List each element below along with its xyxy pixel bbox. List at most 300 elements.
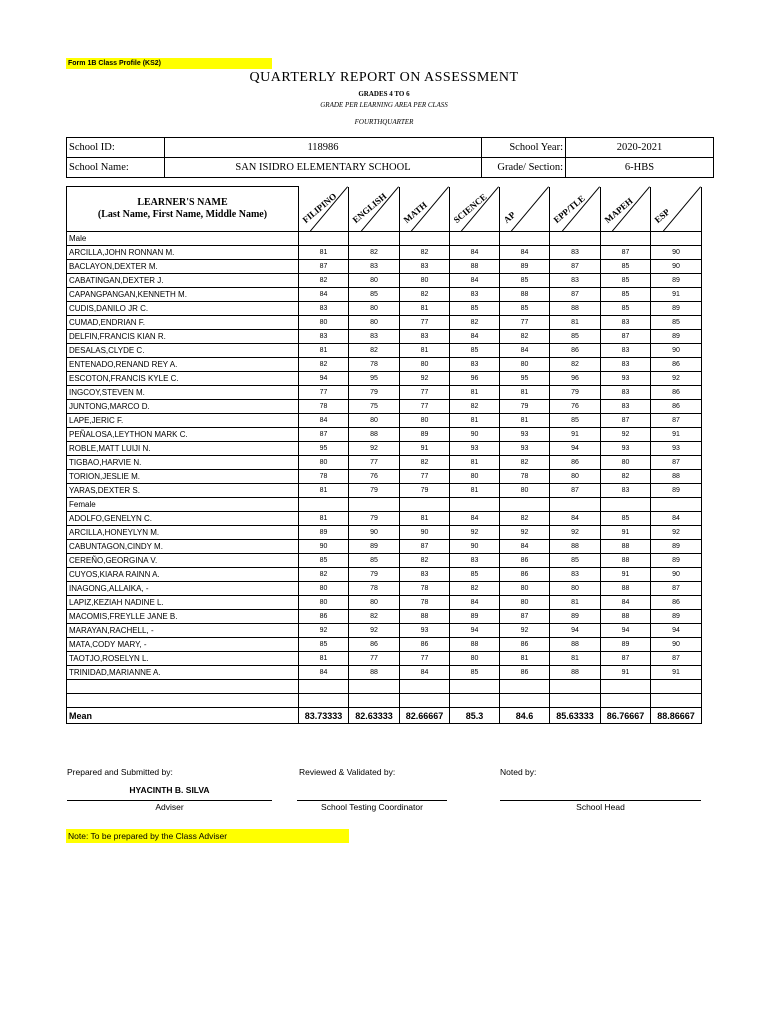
score-cell: 85 bbox=[450, 666, 500, 680]
empty-cell bbox=[400, 694, 450, 708]
empty-cell bbox=[299, 498, 349, 512]
score-cell: 83 bbox=[601, 358, 651, 372]
adviser-line bbox=[67, 800, 272, 801]
table-row bbox=[67, 400, 702, 414]
table-row bbox=[67, 624, 702, 638]
empty-cell bbox=[400, 498, 450, 512]
subject-label: FILIPINO bbox=[300, 190, 339, 225]
score-cell: 94 bbox=[550, 442, 601, 456]
score-cell: 81 bbox=[500, 414, 550, 428]
score-cell: 80 bbox=[400, 274, 450, 288]
score-cell: 77 bbox=[400, 316, 450, 330]
subject-header bbox=[349, 187, 400, 232]
score-cell: 85 bbox=[349, 554, 400, 568]
learner-name: MACOMIS,FREYLLE JANE B. bbox=[67, 610, 299, 624]
learner-name: JUNTONG,MARCO D. bbox=[67, 400, 299, 414]
learner-name: TRINIDAD,MARIANNE A. bbox=[67, 666, 299, 680]
score-cell: 83 bbox=[550, 274, 601, 288]
score-cell: 96 bbox=[550, 372, 601, 386]
score-cell: 85 bbox=[651, 316, 702, 330]
learner-name: MARAYAN,RACHELL, - bbox=[67, 624, 299, 638]
score-cell: 90 bbox=[349, 526, 400, 540]
score-cell: 78 bbox=[500, 470, 550, 484]
score-cell: 82 bbox=[500, 330, 550, 344]
score-cell: 81 bbox=[299, 512, 349, 526]
score-cell: 94 bbox=[601, 624, 651, 638]
empty-cell bbox=[349, 680, 400, 694]
score-cell: 80 bbox=[450, 652, 500, 666]
score-cell: 82 bbox=[601, 470, 651, 484]
mean-cell: 86.76667 bbox=[601, 708, 651, 724]
empty-cell bbox=[651, 232, 702, 246]
score-cell: 76 bbox=[349, 470, 400, 484]
score-cell: 86 bbox=[500, 638, 550, 652]
score-cell: 84 bbox=[450, 512, 500, 526]
empty-cell bbox=[299, 680, 349, 694]
score-cell: 87 bbox=[651, 652, 702, 666]
score-cell: 93 bbox=[450, 442, 500, 456]
learner-name: ENTENADO,RENAND REY A. bbox=[67, 358, 299, 372]
header-divider bbox=[663, 186, 701, 231]
score-cell: 83 bbox=[299, 302, 349, 316]
score-cell: 89 bbox=[651, 554, 702, 568]
blank-row bbox=[67, 680, 702, 694]
score-cell: 87 bbox=[550, 288, 601, 302]
subject-header bbox=[651, 187, 702, 232]
score-cell: 86 bbox=[651, 386, 702, 400]
score-cell: 86 bbox=[299, 610, 349, 624]
empty-cell bbox=[400, 232, 450, 246]
score-cell: 77 bbox=[400, 652, 450, 666]
empty-cell bbox=[601, 680, 651, 694]
learner-name: MATA,CODY MARY, - bbox=[67, 638, 299, 652]
empty-cell bbox=[299, 694, 349, 708]
score-cell: 77 bbox=[400, 400, 450, 414]
subject-label: ENGLISH bbox=[350, 190, 389, 225]
score-cell: 85 bbox=[601, 512, 651, 526]
score-cell: 82 bbox=[400, 554, 450, 568]
score-cell: 88 bbox=[550, 302, 601, 316]
score-cell: 94 bbox=[299, 372, 349, 386]
score-cell: 94 bbox=[651, 624, 702, 638]
score-cell: 85 bbox=[450, 344, 500, 358]
score-cell: 92 bbox=[500, 526, 550, 540]
score-cell: 89 bbox=[299, 526, 349, 540]
score-cell: 92 bbox=[450, 526, 500, 540]
score-cell: 86 bbox=[500, 554, 550, 568]
score-cell: 81 bbox=[450, 386, 500, 400]
score-cell: 87 bbox=[601, 330, 651, 344]
score-cell: 88 bbox=[500, 288, 550, 302]
score-cell: 90 bbox=[651, 246, 702, 260]
mean-cell: 82.66667 bbox=[400, 708, 450, 724]
score-cell: 82 bbox=[400, 456, 450, 470]
score-cell: 85 bbox=[550, 554, 601, 568]
table-row bbox=[67, 442, 702, 456]
learner-name: ADOLFO,GENELYN C. bbox=[67, 512, 299, 526]
score-cell: 91 bbox=[601, 568, 651, 582]
empty-cell bbox=[67, 680, 299, 694]
table-row bbox=[67, 610, 702, 624]
score-cell: 85 bbox=[550, 330, 601, 344]
score-cell: 83 bbox=[299, 330, 349, 344]
header-divider bbox=[511, 186, 549, 231]
score-cell: 86 bbox=[349, 638, 400, 652]
score-cell: 89 bbox=[651, 540, 702, 554]
school-id-label: School ID: bbox=[67, 138, 165, 158]
score-cell: 87 bbox=[601, 652, 651, 666]
grade-section-label: Grade/ Section: bbox=[482, 158, 566, 178]
score-cell: 90 bbox=[651, 260, 702, 274]
score-cell: 88 bbox=[450, 260, 500, 274]
score-cell: 81 bbox=[400, 512, 450, 526]
learner-name: LAPIZ,KEZIAH NADINE L. bbox=[67, 596, 299, 610]
score-cell: 80 bbox=[349, 414, 400, 428]
table-row bbox=[67, 372, 702, 386]
score-cell: 87 bbox=[500, 610, 550, 624]
score-cell: 89 bbox=[400, 428, 450, 442]
score-cell: 79 bbox=[349, 386, 400, 400]
score-cell: 85 bbox=[601, 274, 651, 288]
empty-cell bbox=[601, 694, 651, 708]
score-cell: 83 bbox=[601, 386, 651, 400]
score-cell: 83 bbox=[601, 316, 651, 330]
score-cell: 81 bbox=[550, 652, 601, 666]
table-row bbox=[67, 288, 702, 302]
school-name-value: SAN ISIDRO ELEMENTARY SCHOOL bbox=[165, 158, 482, 178]
score-cell: 93 bbox=[500, 442, 550, 456]
mean-row bbox=[67, 708, 702, 724]
learner-name: ROBLE,MATT LUIJI N. bbox=[67, 442, 299, 456]
subject-header bbox=[299, 187, 349, 232]
table-row bbox=[67, 638, 702, 652]
score-cell: 84 bbox=[450, 596, 500, 610]
score-cell: 86 bbox=[500, 666, 550, 680]
subject-label: AP bbox=[501, 209, 518, 225]
score-cell: 84 bbox=[500, 344, 550, 358]
score-cell: 79 bbox=[400, 484, 450, 498]
blank-row bbox=[67, 694, 702, 708]
score-cell: 87 bbox=[299, 260, 349, 274]
score-cell: 87 bbox=[651, 582, 702, 596]
score-cell: 90 bbox=[450, 540, 500, 554]
score-cell: 88 bbox=[601, 610, 651, 624]
score-cell: 80 bbox=[349, 316, 400, 330]
mean-cell: 82.63333 bbox=[349, 708, 400, 724]
learner-name: CUDIS,DANILO JR C. bbox=[67, 302, 299, 316]
score-cell: 80 bbox=[500, 582, 550, 596]
score-cell: 83 bbox=[400, 568, 450, 582]
score-cell: 80 bbox=[500, 358, 550, 372]
table-row bbox=[67, 302, 702, 316]
school-id-value: 118986 bbox=[165, 138, 482, 158]
score-cell: 81 bbox=[550, 596, 601, 610]
header-row bbox=[67, 187, 702, 232]
score-cell: 81 bbox=[500, 386, 550, 400]
score-cell: 92 bbox=[349, 442, 400, 456]
score-cell: 88 bbox=[550, 666, 601, 680]
score-cell: 82 bbox=[450, 316, 500, 330]
score-cell: 77 bbox=[299, 386, 349, 400]
score-cell: 90 bbox=[450, 428, 500, 442]
score-cell: 78 bbox=[400, 596, 450, 610]
score-cell: 84 bbox=[500, 246, 550, 260]
score-cell: 88 bbox=[651, 470, 702, 484]
score-cell: 80 bbox=[500, 596, 550, 610]
learner-name: CABUNTAGON,CINDY M. bbox=[67, 540, 299, 554]
score-cell: 83 bbox=[400, 330, 450, 344]
score-cell: 92 bbox=[651, 372, 702, 386]
score-cell: 91 bbox=[651, 666, 702, 680]
score-cell: 85 bbox=[450, 568, 500, 582]
score-cell: 95 bbox=[299, 442, 349, 456]
table-row bbox=[67, 484, 702, 498]
empty-cell bbox=[550, 498, 601, 512]
score-cell: 84 bbox=[400, 666, 450, 680]
subject-header bbox=[500, 187, 550, 232]
score-cell: 78 bbox=[299, 400, 349, 414]
score-cell: 87 bbox=[550, 260, 601, 274]
empty-cell bbox=[450, 232, 500, 246]
learner-name: ESCOTON,FRANCIS KYLE C. bbox=[67, 372, 299, 386]
score-cell: 94 bbox=[450, 624, 500, 638]
subject-label: EPP/TLE bbox=[551, 193, 587, 225]
table-row bbox=[67, 246, 702, 260]
score-cell: 90 bbox=[651, 344, 702, 358]
table-row bbox=[67, 316, 702, 330]
score-cell: 82 bbox=[299, 274, 349, 288]
subject-header bbox=[601, 187, 651, 232]
score-cell: 92 bbox=[349, 624, 400, 638]
score-cell: 80 bbox=[400, 414, 450, 428]
adviser-note: Note: To be prepared by the Class Adviser bbox=[66, 829, 349, 843]
score-cell: 89 bbox=[550, 610, 601, 624]
coordinator-role: School Testing Coordinator bbox=[321, 802, 423, 812]
score-cell: 82 bbox=[500, 456, 550, 470]
score-cell: 80 bbox=[601, 456, 651, 470]
score-cell: 86 bbox=[651, 400, 702, 414]
score-cell: 88 bbox=[601, 540, 651, 554]
empty-cell bbox=[349, 498, 400, 512]
learner-name-header bbox=[67, 187, 299, 232]
score-cell: 83 bbox=[601, 400, 651, 414]
score-cell: 81 bbox=[500, 652, 550, 666]
score-cell: 80 bbox=[550, 582, 601, 596]
score-cell: 81 bbox=[299, 652, 349, 666]
quarter-subtitle: FOURTHQUARTER bbox=[354, 118, 414, 126]
empty-cell bbox=[651, 694, 702, 708]
score-cell: 96 bbox=[450, 372, 500, 386]
table-row bbox=[67, 568, 702, 582]
score-cell: 82 bbox=[349, 246, 400, 260]
score-cell: 80 bbox=[349, 596, 400, 610]
score-cell: 83 bbox=[550, 246, 601, 260]
score-cell: 88 bbox=[349, 428, 400, 442]
empty-cell bbox=[500, 498, 550, 512]
score-cell: 83 bbox=[601, 344, 651, 358]
score-cell: 89 bbox=[349, 540, 400, 554]
score-cell: 80 bbox=[400, 358, 450, 372]
score-cell: 84 bbox=[299, 666, 349, 680]
score-cell: 93 bbox=[500, 428, 550, 442]
score-cell: 85 bbox=[601, 302, 651, 316]
learner-name: INGCOY,STEVEN M. bbox=[67, 386, 299, 400]
score-cell: 86 bbox=[400, 638, 450, 652]
score-cell: 83 bbox=[450, 554, 500, 568]
learner-name: LAPE,JERIC F. bbox=[67, 414, 299, 428]
score-cell: 81 bbox=[450, 414, 500, 428]
score-cell: 86 bbox=[500, 568, 550, 582]
grades-subtitle: GRADES 4 TO 6 bbox=[358, 90, 410, 98]
score-cell: 88 bbox=[550, 540, 601, 554]
score-cell: 93 bbox=[400, 624, 450, 638]
learner-name-header-format: (Last Name, First Name, Middle Name) bbox=[97, 209, 268, 220]
mean-cell: 85.3 bbox=[450, 708, 500, 724]
score-cell: 80 bbox=[299, 456, 349, 470]
score-cell: 86 bbox=[550, 456, 601, 470]
score-cell: 83 bbox=[349, 330, 400, 344]
learner-name: CEREÑO,GEORGINA V. bbox=[67, 554, 299, 568]
learner-name: DESALAS,CLYDE C. bbox=[67, 344, 299, 358]
learner-name: TIGBAO,HARVIE N. bbox=[67, 456, 299, 470]
table-row bbox=[67, 582, 702, 596]
empty-cell bbox=[550, 232, 601, 246]
table-row bbox=[67, 526, 702, 540]
score-cell: 87 bbox=[550, 484, 601, 498]
score-cell: 77 bbox=[400, 470, 450, 484]
school-year-value: 2020-2021 bbox=[566, 138, 714, 158]
score-cell: 81 bbox=[299, 484, 349, 498]
section-row bbox=[67, 232, 702, 246]
learner-name: TORION,JESLIE M. bbox=[67, 470, 299, 484]
score-cell: 76 bbox=[550, 400, 601, 414]
mean-label: Mean bbox=[67, 708, 299, 724]
score-cell: 78 bbox=[349, 582, 400, 596]
score-cell: 82 bbox=[550, 358, 601, 372]
subject-header bbox=[400, 187, 450, 232]
table-row bbox=[67, 456, 702, 470]
score-cell: 81 bbox=[550, 316, 601, 330]
score-cell: 92 bbox=[299, 624, 349, 638]
score-cell: 77 bbox=[349, 652, 400, 666]
score-cell: 92 bbox=[550, 526, 601, 540]
table-row bbox=[67, 512, 702, 526]
score-cell: 94 bbox=[550, 624, 601, 638]
learner-name: PEÑALOSA,LEYTHON MARK C. bbox=[67, 428, 299, 442]
empty-cell bbox=[299, 232, 349, 246]
learner-name: ARCILLA,JOHN RONNAN M. bbox=[67, 246, 299, 260]
score-cell: 89 bbox=[450, 610, 500, 624]
score-cell: 84 bbox=[550, 512, 601, 526]
score-cell: 95 bbox=[349, 372, 400, 386]
school-name-label: School Name: bbox=[67, 158, 165, 178]
mean-cell: 83.73333 bbox=[299, 708, 349, 724]
score-cell: 90 bbox=[299, 540, 349, 554]
score-cell: 87 bbox=[400, 540, 450, 554]
subject-label: MAPEH bbox=[602, 195, 635, 225]
score-cell: 84 bbox=[601, 596, 651, 610]
empty-cell bbox=[651, 498, 702, 512]
empty-cell bbox=[400, 680, 450, 694]
score-cell: 83 bbox=[349, 260, 400, 274]
score-cell: 89 bbox=[651, 484, 702, 498]
score-cell: 91 bbox=[651, 288, 702, 302]
score-cell: 92 bbox=[500, 624, 550, 638]
score-cell: 77 bbox=[349, 456, 400, 470]
empty-cell bbox=[349, 232, 400, 246]
score-cell: 84 bbox=[500, 540, 550, 554]
score-cell: 81 bbox=[299, 344, 349, 358]
score-cell: 92 bbox=[651, 526, 702, 540]
reviewed-label: Reviewed & Validated by: bbox=[299, 767, 396, 777]
score-cell: 80 bbox=[550, 470, 601, 484]
score-cell: 88 bbox=[550, 638, 601, 652]
score-cell: 77 bbox=[400, 386, 450, 400]
section-label: Male bbox=[67, 232, 299, 246]
grade-per-subtitle: GRADE PER LEARNING AREA PER CLASS bbox=[320, 101, 448, 109]
score-cell: 84 bbox=[299, 414, 349, 428]
adviser-role: Adviser bbox=[155, 802, 184, 812]
form-tag: Form 1B Class Profile (KS2) bbox=[66, 58, 272, 69]
score-cell: 78 bbox=[299, 470, 349, 484]
score-cell: 82 bbox=[349, 610, 400, 624]
score-cell: 82 bbox=[349, 344, 400, 358]
score-cell: 87 bbox=[651, 456, 702, 470]
subject-label: SCIENCE bbox=[451, 191, 489, 225]
score-cell: 83 bbox=[601, 484, 651, 498]
score-cell: 81 bbox=[299, 246, 349, 260]
empty-cell bbox=[450, 680, 500, 694]
subject-header bbox=[450, 187, 500, 232]
score-cell: 84 bbox=[450, 330, 500, 344]
score-cell: 87 bbox=[601, 246, 651, 260]
score-cell: 75 bbox=[349, 400, 400, 414]
learner-name: CAPANGPANGAN,KENNETH M. bbox=[67, 288, 299, 302]
mean-cell: 84.6 bbox=[500, 708, 550, 724]
score-cell: 91 bbox=[601, 526, 651, 540]
table-row bbox=[67, 260, 702, 274]
score-cell: 88 bbox=[400, 610, 450, 624]
school-info-table bbox=[66, 137, 714, 178]
score-cell: 82 bbox=[299, 568, 349, 582]
score-cell: 93 bbox=[601, 442, 651, 456]
score-cell: 79 bbox=[349, 484, 400, 498]
score-cell: 88 bbox=[601, 582, 651, 596]
score-cell: 93 bbox=[601, 372, 651, 386]
score-cell: 80 bbox=[299, 582, 349, 596]
score-cell: 89 bbox=[651, 610, 702, 624]
subject-header bbox=[550, 187, 601, 232]
score-cell: 84 bbox=[450, 246, 500, 260]
noted-label: Noted by: bbox=[500, 767, 537, 777]
score-cell: 82 bbox=[400, 288, 450, 302]
score-cell: 82 bbox=[500, 512, 550, 526]
score-cell: 81 bbox=[450, 456, 500, 470]
score-cell: 80 bbox=[299, 596, 349, 610]
empty-cell bbox=[450, 498, 500, 512]
score-cell: 85 bbox=[601, 288, 651, 302]
empty-cell bbox=[500, 694, 550, 708]
grade-section-value: 6-HBS bbox=[566, 158, 714, 178]
score-cell: 81 bbox=[450, 484, 500, 498]
mean-cell: 85.63333 bbox=[550, 708, 601, 724]
subject-label: ESP bbox=[652, 206, 672, 225]
empty-cell bbox=[500, 232, 550, 246]
score-cell: 84 bbox=[450, 274, 500, 288]
learner-name: CUMAD,ENDRIAN F. bbox=[67, 316, 299, 330]
table-row bbox=[67, 428, 702, 442]
learner-name: INAGONG,ALLAIKA, - bbox=[67, 582, 299, 596]
